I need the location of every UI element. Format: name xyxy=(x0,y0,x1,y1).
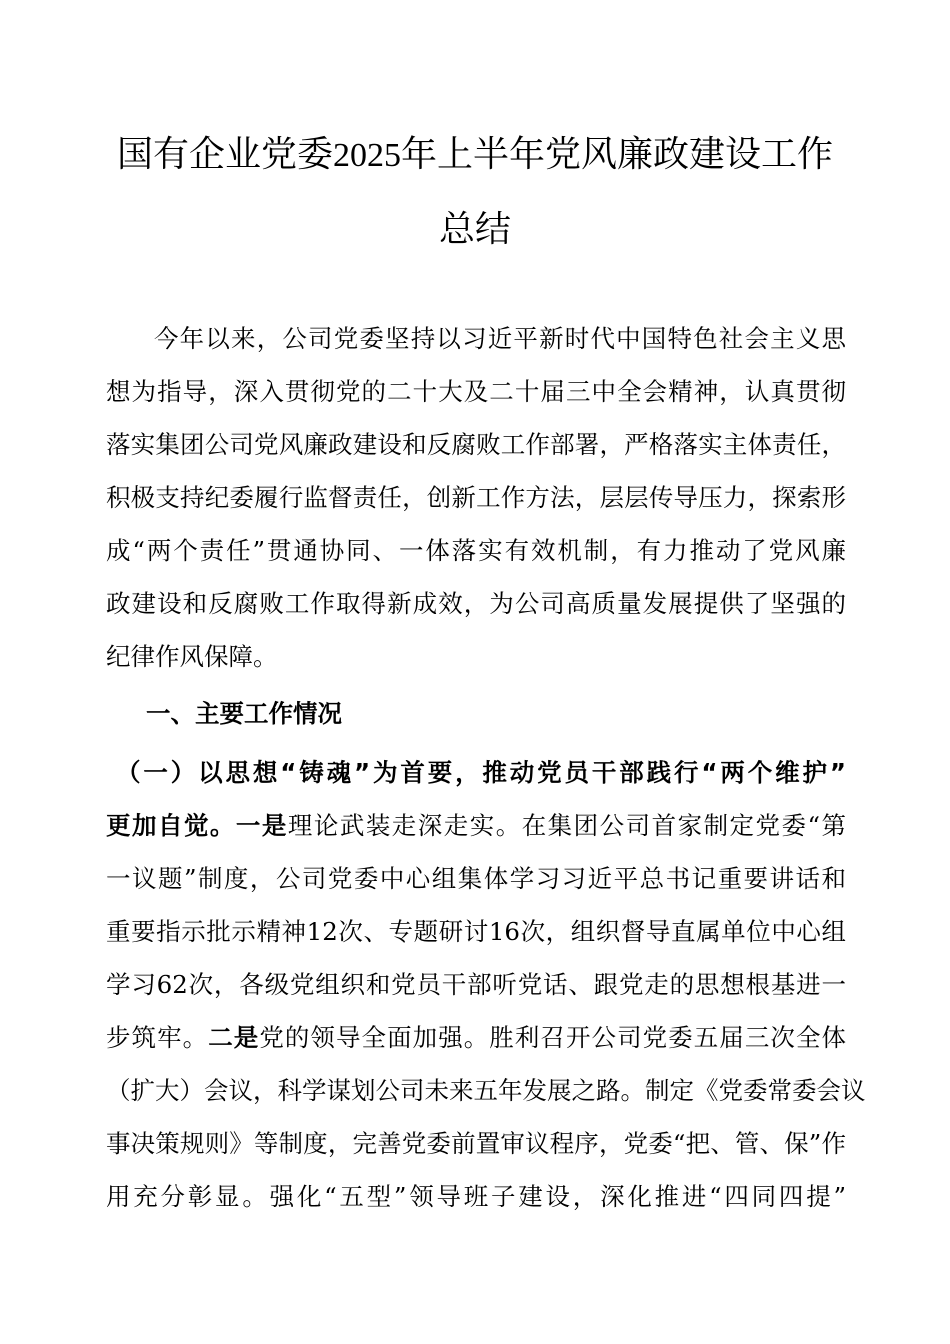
section-heading-main-work: 一、主要工作情况 xyxy=(146,699,342,728)
point-text: 党的领导全面加强。胜利召开公司党委五届三次全体 xyxy=(259,1023,847,1052)
subsection-heading-line-2: 更加自觉。 xyxy=(106,811,236,840)
paragraph-line: 落实集团公司党风廉政建设和反腐败工作部署，严格落实主体责任， xyxy=(106,430,846,459)
title-part-2: 年上半年党风廉政建设工作 xyxy=(401,134,834,175)
title-year: 2025 xyxy=(333,137,401,174)
point-label-2: 二是 xyxy=(208,1023,260,1052)
point-text: 理论武装走深走实。在集团公司首家制定党委“第 xyxy=(287,811,846,840)
paragraph-line: 用充分彰显。强化“五型”领导班子建设，深化推进“四同四提” xyxy=(106,1182,846,1211)
document-title-line-2: 总结 xyxy=(438,209,511,250)
subsection-heading-line-1: （一）以思想“铸魂”为首要，推动党员干部践行“两个维护” xyxy=(116,758,846,787)
paragraph-line: （扩大）会议，科学谋划公司未来五年发展之路。制定《党委常委会议 xyxy=(106,1076,866,1105)
paragraph-line: 学习62次，各级党组织和党员干部听党话、跟党走的思想根基进一 xyxy=(106,970,846,999)
point-label-1: 一是 xyxy=(235,811,288,840)
paragraph-line: 重要指示批示精神12次、专题研讨16次，组织督导直属单位中心组 xyxy=(106,917,846,946)
paragraph-line: 纪律作风保障。 xyxy=(106,642,278,671)
paragraph-line: 事决策规则》等制度，完善党委前置审议程序，党委“把、管、保”作 xyxy=(106,1129,846,1158)
paragraph-line xyxy=(106,1022,846,1054)
paragraph-line: 一议题”制度，公司党委中心组集体学习习近平总书记重要讲话和 xyxy=(106,864,846,893)
paragraph-line xyxy=(106,810,846,842)
paragraph-line: 政建设和反腐败工作取得新成效，为公司高质量发展提供了坚强的 xyxy=(106,589,846,618)
point-text: 步筑牢。 xyxy=(106,1023,209,1052)
paragraph-line: 今年以来，公司党委坚持以习近平新时代中国特色社会主义思 xyxy=(154,324,846,353)
document-title-line-1 xyxy=(0,135,950,176)
paragraph-line: 积极支持纪委履行监督责任，创新工作方法，层层传导压力，探索形 xyxy=(106,483,846,512)
title-part-1: 国有企业党委 xyxy=(116,134,333,175)
paragraph-line: 成“两个责任”贯通协同、一体落实有效机制，有力推动了党风廉 xyxy=(106,536,846,565)
paragraph-line: 想为指导，深入贯彻党的二十大及二十届三中全会精神，认真贯彻 xyxy=(106,377,846,406)
